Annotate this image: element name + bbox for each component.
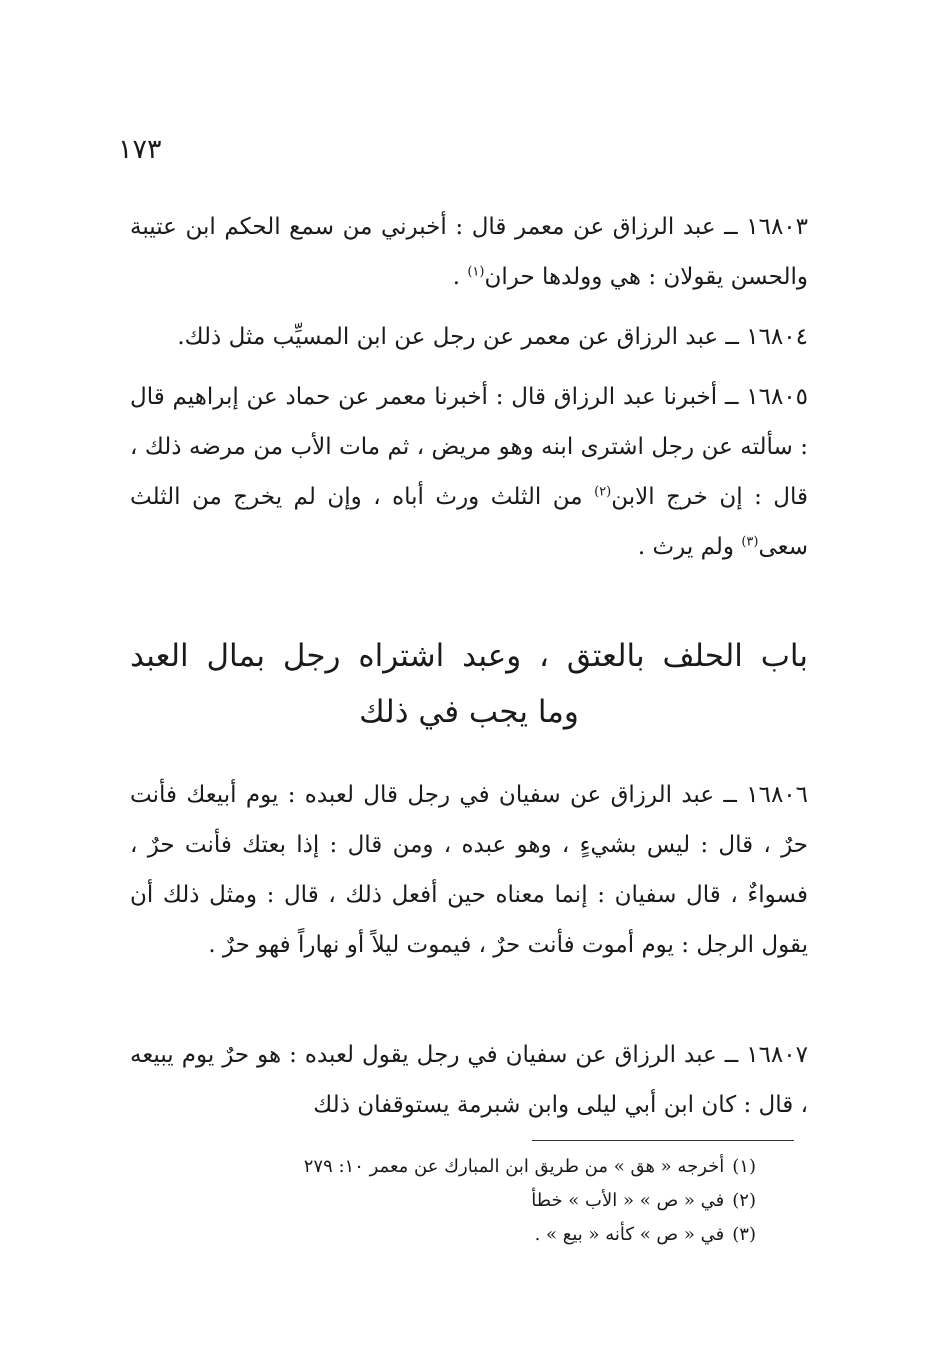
paragraph-text-mid: من الثلث ورث أباه ، وإن لم يخرج من الثلث سعى [130, 484, 808, 560]
paragraph-text: أخبرنا عبد الرزاق قال : أخبرنا معمر عن حماد عن إبراهيم قال : سألته عن رجل اشترى ابنه وهو مريض ، ثم مات الأب من مرضه ذلك ، قال : إن خرج الابن [130, 384, 808, 510]
footnotes [156, 1150, 756, 1252]
hadith-number: ١٦٨٠٣ [746, 214, 809, 240]
footnote-number: (٣) [732, 1224, 756, 1245]
dash: ــ [725, 324, 739, 350]
footnote-text: في « ص » « الأب » خطأ [531, 1190, 725, 1211]
footnote-ref-1: (١) [467, 264, 485, 280]
paragraph-text-end: ولم يرث . [637, 534, 742, 560]
paragraph-text-end: . [452, 264, 468, 290]
dash: ــ [724, 1042, 739, 1068]
paragraph-text: عبد الرزاق عن معمر قال : أخبرني من سمع الحكم ابن عتيبة والحسن يقولان : هي وولدها حران [130, 214, 808, 290]
footnote-3 [156, 1218, 756, 1252]
footnote-1 [156, 1150, 756, 1184]
footnote-divider [532, 1140, 794, 1141]
dash: ــ [724, 384, 739, 410]
footnote-ref-3: (٣) [741, 534, 759, 550]
hadith-number: ١٦٨٠٦ [746, 782, 809, 808]
paragraph-text: عبد الرزاق عن معمر عن رجل عن ابن المسيِّب مثل ذلك. [177, 324, 719, 350]
paragraph-text: عبد الرزاق عن سفيان في رجل قال لعبده : يوم أبيعك فأنت حرٌ ، قال : ليس بشيءٍ ، وهو عبده ، ومن قال : إذا بعتك فأنت حرٌ ، فسواءٌ ، قال سفيان : إنما معناه حين أفعل ذلك ، قال : ومثل ذلك أن يقول الرجل : يوم أموت فأنت حرٌ ، فيموت ليلاً أو نهاراً فهو حرٌ . [130, 782, 808, 958]
hadith-number: ١٦٨٠٥ [746, 384, 809, 410]
paragraph-16804 [130, 312, 808, 362]
paragraph-16807 [130, 1030, 808, 1130]
paragraph-16806 [130, 770, 808, 970]
paragraph-16803 [130, 202, 808, 302]
footnote-number: (٢) [732, 1190, 756, 1211]
paragraph-16805 [130, 372, 808, 572]
chapter-heading [130, 628, 808, 740]
footnote-number: (١) [732, 1156, 756, 1177]
footnote-ref-2: (٢) [594, 484, 612, 500]
footnote-text: في « ص » كأنه « بيع » . [534, 1224, 725, 1245]
hadith-number: ١٦٨٠٤ [746, 324, 808, 350]
hadith-number: ١٦٨٠٧ [746, 1042, 808, 1068]
page-number: ١٧٣ [118, 134, 162, 165]
chapter-heading-line-2: وما يجب في ذلك [359, 694, 579, 730]
footnote-text: أخرجه « هق » من طريق ابن المبارك عن معمر ١٠: ٢٧٩ [303, 1156, 725, 1177]
dash: ــ [724, 214, 738, 240]
chapter-heading-line-1: باب الحلف بالعتق ، وعبد اشتراه رجل بمال العبد [130, 638, 808, 674]
dash: ــ [723, 782, 737, 808]
paragraph-text: عبد الرزاق عن سفيان في رجل يقول لعبده : هو حرٌ يوم يبيعه ، قال : كان ابن أبي ليلى وابن شبرمة يستوقفان ذلك [130, 1042, 808, 1118]
footnote-2 [156, 1184, 756, 1218]
